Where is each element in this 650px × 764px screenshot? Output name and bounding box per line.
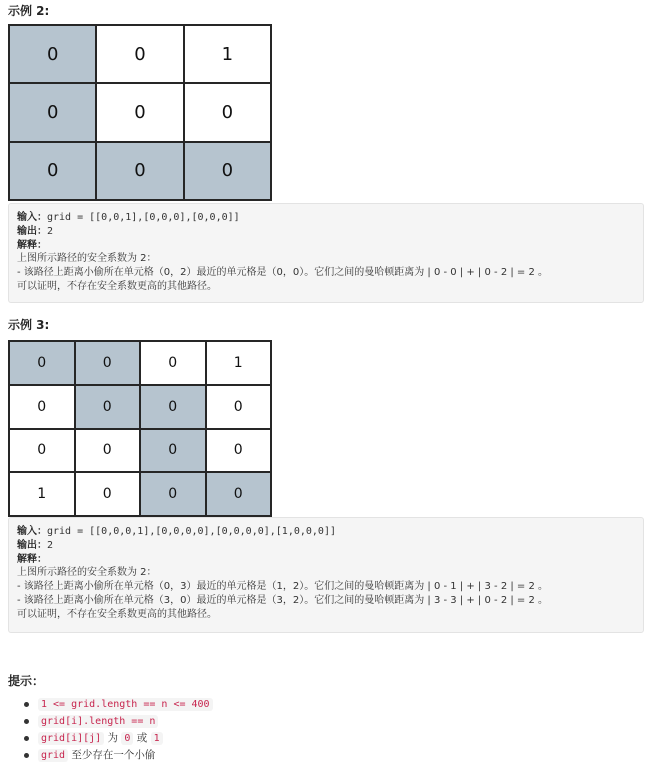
hints-title: 提示： bbox=[8, 674, 45, 688]
grid-cell: 1 bbox=[184, 25, 271, 83]
grid-cell: 0 bbox=[75, 472, 141, 516]
hint-item bbox=[8, 730, 608, 747]
grid-cell: 0 bbox=[9, 385, 75, 429]
inline-code: grid bbox=[38, 749, 68, 762]
example-3-title: 示例 3: bbox=[8, 318, 50, 332]
hint-item bbox=[8, 713, 608, 730]
hint-text: 为 bbox=[104, 732, 122, 744]
output-label: 输出： bbox=[17, 539, 47, 551]
explanation-label: 解释： bbox=[17, 553, 47, 565]
grid-cell: 0 bbox=[96, 142, 183, 200]
input-label: 输入： bbox=[17, 526, 47, 537]
grid-cell: 0 bbox=[75, 385, 141, 429]
explanation-line: 上图所示路径的安全系数为 2： bbox=[17, 567, 157, 579]
inline-code: 1 <= grid.length == n <= 400 bbox=[38, 698, 213, 711]
grid-cell: 0 bbox=[96, 25, 183, 83]
grid-cell: 0 bbox=[75, 341, 141, 385]
bullet-icon bbox=[24, 702, 29, 707]
explanation-line: - 该路径上距离小偷所在单元格（0，3）最近的单元格是（1，2）。它们之间的曼哈顿距离为 | 0 - 1 | + | 3 - 2 | = 2 。 bbox=[17, 581, 549, 593]
inline-code: grid[i].length == n bbox=[38, 715, 158, 728]
hint-text: 至少存在一个小偷 bbox=[68, 749, 156, 761]
grid-cell: 0 bbox=[206, 429, 272, 473]
bullet-icon bbox=[24, 753, 29, 758]
hint-text: 或 bbox=[133, 732, 151, 744]
hint-item bbox=[8, 696, 608, 713]
grid-cell: 0 bbox=[9, 142, 96, 200]
example-3-grid bbox=[8, 340, 272, 517]
grid-cell: 0 bbox=[206, 472, 272, 516]
explanation-line: - 该路径上距离小偷所在单元格（3，0）最近的单元格是（3，2）。它们之间的曼哈顿距离为 | 3 - 3 | + | 0 - 2 | = 2 。 bbox=[17, 594, 549, 606]
output-label: 输出： bbox=[17, 225, 47, 237]
example-2-code-box bbox=[8, 203, 644, 303]
example-2-grid bbox=[8, 24, 272, 201]
inline-code: grid[i][j] bbox=[38, 732, 104, 745]
grid-cell: 0 bbox=[9, 341, 75, 385]
inline-code: 1 bbox=[151, 732, 163, 745]
grid-cell: 0 bbox=[184, 83, 271, 141]
grid-cell: 0 bbox=[140, 429, 206, 473]
input-label: 输入： bbox=[17, 212, 47, 223]
grid-cell: 0 bbox=[140, 385, 206, 429]
inline-code: 0 bbox=[121, 732, 133, 745]
explanation-line: - 该路径上距离小偷所在单元格（0，2）最近的单元格是（0，0）。它们之间的曼哈顿距离为 | 0 - 0 | + | 0 - 2 | = 2 。 bbox=[17, 267, 549, 279]
grid-cell: 0 bbox=[9, 83, 96, 141]
example-3-code-box bbox=[8, 517, 644, 633]
output-value: 2 bbox=[47, 539, 54, 551]
grid-cell: 0 bbox=[140, 472, 206, 516]
grid-cell: 1 bbox=[206, 341, 272, 385]
grid-cell: 1 bbox=[9, 472, 75, 516]
input-value: grid = [[0,0,0,1],[0,0,0,0],[0,0,0,0],[1,0,0,0]] bbox=[47, 526, 336, 537]
bullet-icon bbox=[24, 736, 29, 741]
bullet-icon bbox=[24, 719, 29, 724]
grid-cell: 0 bbox=[184, 142, 271, 200]
output-value: 2 bbox=[47, 225, 54, 237]
grid-cell: 0 bbox=[206, 385, 272, 429]
grid-cell: 0 bbox=[140, 341, 206, 385]
grid-cell: 0 bbox=[9, 25, 96, 83]
hint-item bbox=[8, 747, 608, 764]
example-2-title: 示例 2: bbox=[8, 4, 50, 18]
explanation-label: 解释： bbox=[17, 239, 47, 251]
grid-cell: 0 bbox=[9, 429, 75, 473]
grid-cell: 0 bbox=[75, 429, 141, 473]
hints-list bbox=[8, 696, 608, 764]
input-value: grid = [[0,0,1],[0,0,0],[0,0,0]] bbox=[47, 212, 240, 223]
explanation-line: 可以证明，不存在安全系数更高的其他路径。 bbox=[17, 280, 217, 292]
explanation-line: 上图所示路径的安全系数为 2： bbox=[17, 253, 157, 265]
grid-cell: 0 bbox=[96, 83, 183, 141]
explanation-line: 可以证明，不存在安全系数更高的其他路径。 bbox=[17, 608, 217, 620]
